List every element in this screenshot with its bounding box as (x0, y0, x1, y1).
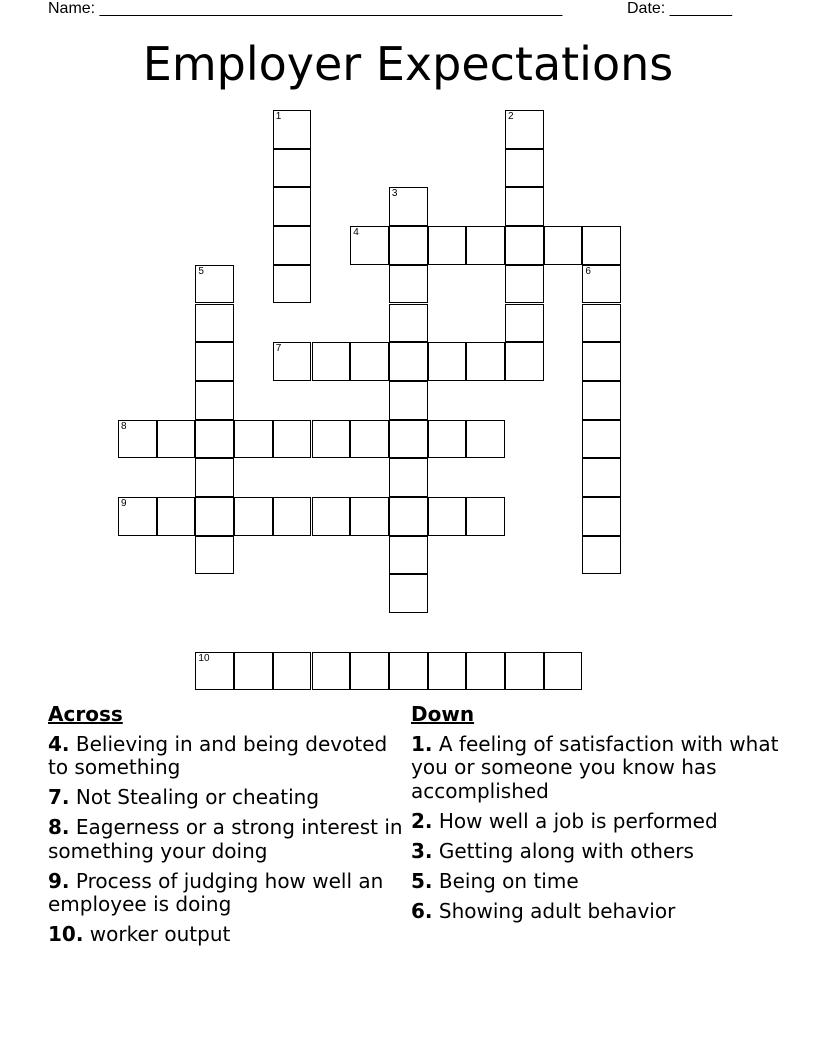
grid-cell[interactable] (389, 497, 428, 536)
grid-cell[interactable] (389, 304, 428, 343)
grid-cell[interactable] (312, 497, 351, 536)
name-label: Name: (48, 0, 96, 17)
grid-cell[interactable] (195, 342, 234, 381)
grid-cell[interactable] (582, 497, 621, 536)
grid-cell[interactable] (273, 187, 312, 226)
cell-number: 6 (585, 265, 591, 277)
cell-number: 10 (198, 652, 210, 664)
clue-number: 6. (411, 898, 433, 923)
grid-cell[interactable] (195, 265, 234, 304)
grid-cell[interactable] (273, 497, 312, 536)
down-clue (411, 840, 781, 864)
grid-cell[interactable] (195, 381, 234, 420)
clue-number: 8. (48, 815, 70, 839)
grid-cell[interactable] (273, 110, 312, 149)
grid-cell[interactable] (544, 226, 583, 265)
grid-cell[interactable] (389, 265, 428, 304)
date-field (627, 0, 732, 18)
grid-cell[interactable] (273, 265, 312, 304)
grid-cell[interactable] (234, 420, 273, 459)
across-clue (48, 870, 408, 917)
cell-number: 4 (353, 227, 359, 239)
grid-cell[interactable] (544, 652, 583, 691)
grid-cell[interactable] (466, 420, 505, 459)
grid-cell[interactable] (505, 304, 544, 343)
grid-cell[interactable] (273, 652, 312, 691)
clue-number: 9. (48, 868, 70, 893)
cell-number: 2 (508, 111, 514, 122)
down-clue-list (411, 733, 781, 924)
grid-cell[interactable] (195, 420, 234, 459)
grid-cell[interactable] (428, 226, 467, 265)
grid-cell[interactable] (195, 497, 234, 536)
grid-cell[interactable] (389, 342, 428, 381)
across-clue (48, 816, 408, 863)
grid-cell[interactable] (195, 458, 234, 497)
across-clue (48, 786, 408, 810)
down-clue (411, 870, 781, 894)
clue-text: Eagerness or a strong interest in something your doing (48, 815, 403, 863)
grid-cell[interactable] (350, 420, 389, 459)
grid-cell[interactable] (389, 381, 428, 420)
grid-cell[interactable] (505, 342, 544, 381)
grid-cell[interactable] (273, 342, 312, 381)
grid-cell[interactable] (157, 420, 196, 459)
grid-cell[interactable] (505, 149, 544, 188)
grid-cell[interactable] (389, 574, 428, 613)
clue-text: Process of judging how well an employee is doing (48, 868, 384, 916)
grid-cell[interactable] (312, 342, 351, 381)
grid-cell[interactable] (389, 226, 428, 265)
grid-cell[interactable] (195, 304, 234, 343)
cell-number: 1 (275, 111, 282, 122)
grid-cell[interactable] (582, 458, 621, 497)
grid-cell[interactable] (466, 497, 505, 536)
grid-cell[interactable] (195, 652, 234, 691)
down-clue (411, 733, 781, 804)
cell-number: 8 (121, 420, 127, 432)
grid-cell[interactable] (505, 226, 544, 265)
grid-cell[interactable] (389, 536, 428, 575)
grid-cell[interactable] (582, 536, 621, 575)
across-clue-list (48, 733, 408, 947)
clue-text: Showing adult behavior (432, 898, 676, 923)
grid-cell[interactable] (389, 420, 428, 459)
clue-text: How well a job is performed (432, 808, 718, 833)
grid-cell[interactable] (582, 342, 621, 381)
grid-cell[interactable] (466, 652, 505, 691)
grid-cell[interactable] (505, 110, 544, 149)
date-line[interactable]: _______ (669, 0, 732, 17)
grid-cell[interactable] (195, 536, 234, 575)
cell-number: 9 (121, 498, 127, 509)
grid-cell[interactable] (234, 652, 273, 691)
grid-cell[interactable] (234, 497, 273, 536)
grid-cell[interactable] (389, 458, 428, 497)
cell-number: 7 (275, 343, 282, 355)
grid-cell[interactable] (428, 420, 467, 459)
clue-text: A feeling of satisfaction with what you or someone you know has accomplished (411, 731, 779, 803)
grid-cell[interactable] (582, 226, 621, 265)
clue-number: 5. (411, 868, 433, 893)
grid-cell[interactable] (582, 265, 621, 304)
clue-number: 1. (411, 731, 433, 756)
grid-cell[interactable] (428, 497, 467, 536)
grid-cell[interactable] (273, 149, 312, 188)
grid-cell[interactable] (312, 652, 351, 691)
puzzle-title: Employer Expectations (142, 37, 674, 91)
grid-cell[interactable] (428, 342, 467, 381)
down-clue (411, 900, 781, 924)
grid-cell[interactable] (505, 187, 544, 226)
grid-cell[interactable] (350, 342, 389, 381)
clue-number: 2. (411, 808, 433, 833)
grid-cell[interactable] (582, 304, 621, 343)
clue-number: 3. (411, 838, 433, 863)
down-heading: Down (411, 702, 475, 726)
grid-cell[interactable] (273, 226, 312, 265)
grid-cell[interactable] (389, 187, 428, 226)
grid-cell[interactable] (505, 265, 544, 304)
grid-cell[interactable] (157, 497, 196, 536)
across-clue (48, 923, 408, 947)
down-clues (411, 703, 781, 930)
grid-cell[interactable] (466, 342, 505, 381)
name-field (48, 0, 562, 18)
across-heading: Across (48, 702, 123, 726)
grid-cell[interactable] (350, 226, 389, 265)
across-clue (48, 733, 408, 780)
date-label: Date: (627, 0, 666, 17)
clue-number: 4. (48, 731, 70, 756)
grid-cell[interactable] (505, 652, 544, 691)
grid-cell[interactable] (428, 652, 467, 691)
grid-cell[interactable] (582, 381, 621, 420)
cell-number: 3 (391, 188, 398, 200)
grid-cell[interactable] (118, 420, 157, 459)
clue-text: Being on time (432, 868, 579, 893)
grid-cell[interactable] (273, 420, 312, 459)
grid-cell[interactable] (312, 420, 351, 459)
clue-number: 7. (48, 785, 70, 809)
clue-text: Not Stealing or cheating (69, 785, 320, 809)
clue-text: Getting along with others (432, 838, 694, 863)
grid-cell[interactable] (389, 652, 428, 691)
down-clue (411, 810, 781, 834)
grid-cell[interactable] (118, 497, 157, 536)
grid-cell[interactable] (350, 497, 389, 536)
grid-cell[interactable] (350, 652, 389, 691)
grid-cell[interactable] (466, 226, 505, 265)
clue-text: Believing in and being devoted to something (48, 731, 388, 779)
clue-number: 10. (48, 922, 84, 946)
across-clues (48, 703, 408, 953)
clue-text: worker output (83, 922, 231, 946)
name-line[interactable]: ____________________________________________________ (99, 0, 563, 17)
grid-cell[interactable] (582, 420, 621, 459)
cell-number: 5 (198, 265, 204, 277)
